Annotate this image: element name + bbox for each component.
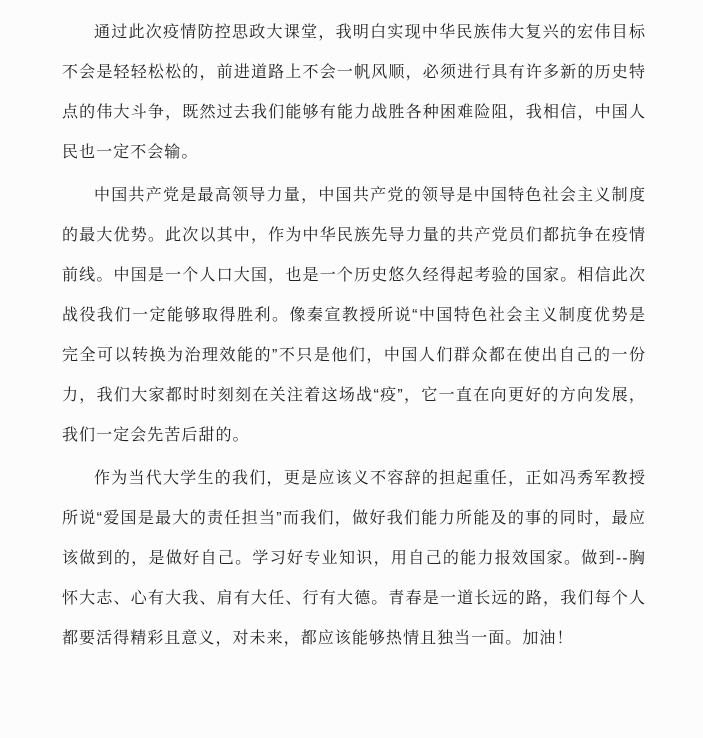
- document-body: [62, 13, 646, 659]
- paragraph: 作为当代大学生的我们，更是应该义不容辞的担起重任，正如冯秀军教授所说“爱国是最大的责任担当”而我们，做好我们能力所能及的事的同时，最应该做到的，是做好自己。学习好专业知识，用自己的能力报效国家。做到--胸怀大志、心有大我、肩有大任、行有大德。青春是一道长远的路，我们每个人都要活得精彩且意义，对未来，都应该能够热情且独当一面。加油！: [62, 470, 646, 647]
- paragraph: 中国共产党是最高领导力量，中国共产党的领导是中国特色社会主义制度的最大优势。此次以其中，作为中华民族先导力量的共产党员们都抗争在疫情前线。中国是一个人口大国，也是一个历史悠久经得起考验的国家。相信此次战役我们一定能够取得胜利。像秦宣教授所说“中国特色社会主义制度优势是完全可以转换为治理效能的”不只是他们，中国人们群众都在使出自己的一份力，我们大家都时时刻刻在关注着这场战“疫”，它一直在向更好的方向发展，我们一定会先苦后甜的。: [62, 187, 646, 444]
- paragraph: 通过此次疫情防控思政大课堂，我明白实现中华民族伟大复兴的宏伟目标不会是轻轻松松的，前进道路上不会一帆风顺，必须进行具有许多新的历史特点的伟大斗争，既然过去我们能够有能力战胜各种困难险阻，我相信，中国人民也一定不会输。: [62, 24, 646, 161]
